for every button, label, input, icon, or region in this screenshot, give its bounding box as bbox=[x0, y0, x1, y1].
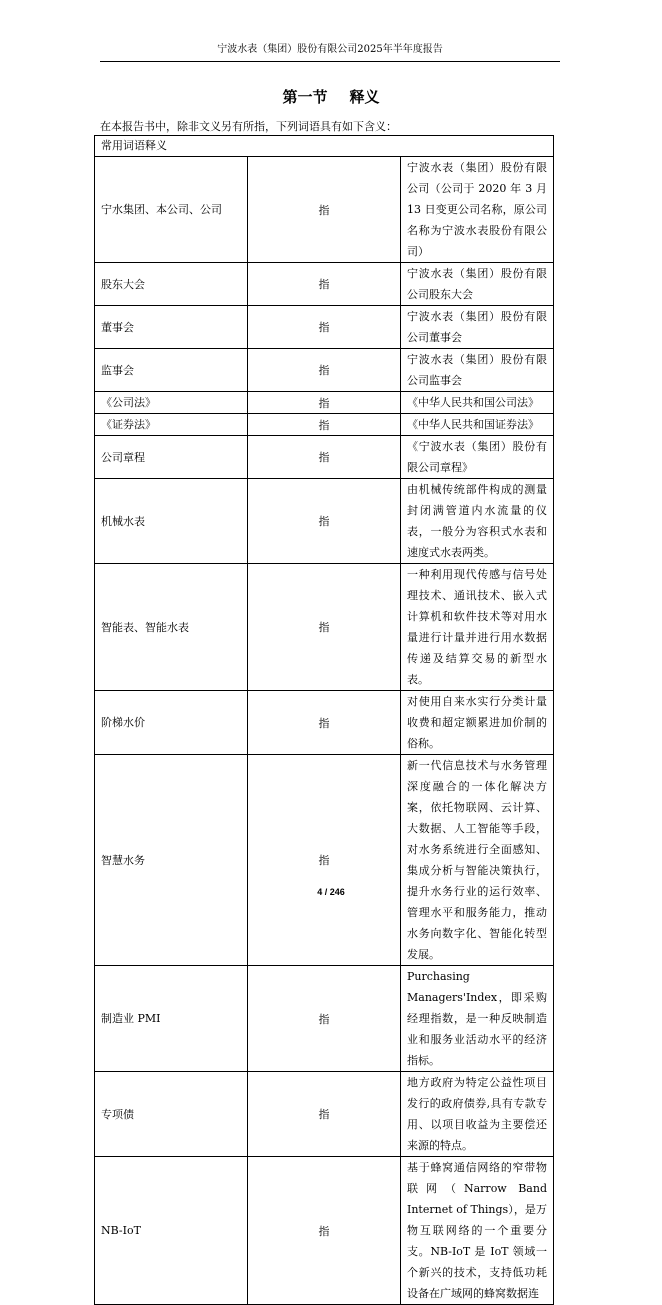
definition-cell: Purchasing Managers'Index，即采购经理指数，是一种反映制造业和服务业活动水平的经济指标。 bbox=[401, 966, 554, 1072]
definition-cell: 《宁波水表（集团）股份有限公司章程》 bbox=[401, 436, 554, 479]
table-row bbox=[95, 263, 554, 306]
section-title bbox=[0, 87, 662, 107]
table-row bbox=[95, 564, 554, 691]
definition-cell: 一种利用现代传感与信号处理技术、通讯技术、嵌入式计算机和软件技术等对用水量进行计量并进行用水数据传递及结算交易的新型水表。 bbox=[401, 564, 554, 691]
refers-to-cell: 指 bbox=[248, 564, 401, 691]
refers-to-cell: 指 bbox=[248, 349, 401, 392]
table-row bbox=[95, 691, 554, 755]
section-number: 第一节 bbox=[282, 88, 328, 106]
table-row bbox=[95, 755, 554, 966]
header-divider bbox=[100, 61, 560, 62]
refers-to-cell: 指 bbox=[248, 414, 401, 436]
table-row bbox=[95, 392, 554, 414]
term-cell: 董事会 bbox=[95, 306, 248, 349]
definition-cell: 由机械传统部件构成的测量封闭满管道内水流量的仪表，一般分为容积式水表和速度式水表两类。 bbox=[401, 479, 554, 564]
table-row bbox=[95, 349, 554, 392]
table-row bbox=[95, 414, 554, 436]
refers-to-cell: 指 bbox=[248, 755, 401, 966]
table-row bbox=[95, 436, 554, 479]
definition-cell: 宁波水表（集团）股份有限公司董事会 bbox=[401, 306, 554, 349]
definition-cell: 《中华人民共和国证券法》 bbox=[401, 414, 554, 436]
term-cell: 公司章程 bbox=[95, 436, 248, 479]
definition-cell: 宁波水表（集团）股份有限公司监事会 bbox=[401, 349, 554, 392]
refers-to-cell: 指 bbox=[248, 1157, 401, 1305]
refers-to-cell: 指 bbox=[248, 157, 401, 263]
term-cell: NB-IoT bbox=[95, 1157, 248, 1305]
term-cell: 《公司法》 bbox=[95, 392, 248, 414]
refers-to-cell: 指 bbox=[248, 1072, 401, 1157]
refers-to-cell: 指 bbox=[248, 966, 401, 1072]
definitions-table bbox=[94, 135, 554, 1305]
definition-cell: 宁波水表（集团）股份有限公司（公司于 2020 年 3 月 13 日变更公司名称，原公司名称为宁波水表股份有限公司） bbox=[401, 157, 554, 263]
definition-cell: 宁波水表（集团）股份有限公司股东大会 bbox=[401, 263, 554, 306]
table-header-row bbox=[95, 136, 554, 157]
term-cell: 股东大会 bbox=[95, 263, 248, 306]
table-row bbox=[95, 479, 554, 564]
refers-to-cell: 指 bbox=[248, 306, 401, 349]
term-cell: 智慧水务 bbox=[95, 755, 248, 966]
refers-to-cell: 指 bbox=[248, 479, 401, 564]
term-cell: 智能表、智能水表 bbox=[95, 564, 248, 691]
table-row bbox=[95, 157, 554, 263]
running-header: 宁波水表（集团）股份有限公司2025年半年度报告 bbox=[217, 44, 443, 55]
definition-cell: 地方政府为特定公益性项目发行的政府债券,具有专款专用、以项目收益为主要偿还来源的特点。 bbox=[401, 1072, 554, 1157]
definition-cell: 新一代信息技术与水务管理深度融合的一体化解决方案，依托物联网、云计算、大数据、人工智能等手段，对水务系统进行全面感知、集成分析与智能决策执行，提升水务行业的运行效率、管理水平和服务能力，推动水务向数字化、智能化转型发展。 bbox=[401, 755, 554, 966]
intro-text: 在本报告书中，除非文义另有所指，下列词语具有如下含义： bbox=[100, 120, 397, 133]
term-cell: 机械水表 bbox=[95, 479, 248, 564]
definition-cell: 对使用自来水实行分类计量收费和超定额累进加价制的俗称。 bbox=[401, 691, 554, 755]
refers-to-cell: 指 bbox=[248, 392, 401, 414]
table-row bbox=[95, 966, 554, 1072]
refers-to-cell: 指 bbox=[248, 436, 401, 479]
term-cell: 专项债 bbox=[95, 1072, 248, 1157]
section-name: 释义 bbox=[349, 88, 380, 106]
definition-cell: 基于蜂窝通信网络的窄带物联网（Narrow Band Internet of Things），是万物互联网络的一个重要分支。NB-IoT 是 IoT 领域一个新兴的技术，支持低功耗设备在广域网的蜂窝数据连 bbox=[401, 1157, 554, 1305]
term-cell: 阶梯水价 bbox=[95, 691, 248, 755]
definition-cell: 《中华人民共和国公司法》 bbox=[401, 392, 554, 414]
refers-to-cell: 指 bbox=[248, 691, 401, 755]
table-row bbox=[95, 1157, 554, 1305]
page-number: 4 / 246 bbox=[317, 887, 345, 897]
table-row bbox=[95, 306, 554, 349]
table-header: 常用词语释义 bbox=[95, 136, 554, 157]
table-row bbox=[95, 1072, 554, 1157]
term-cell: 监事会 bbox=[95, 349, 248, 392]
term-cell: 宁水集团、本公司、公司 bbox=[95, 157, 248, 263]
refers-to-cell: 指 bbox=[248, 263, 401, 306]
term-cell: 制造业 PMI bbox=[95, 966, 248, 1072]
term-cell: 《证券法》 bbox=[95, 414, 248, 436]
